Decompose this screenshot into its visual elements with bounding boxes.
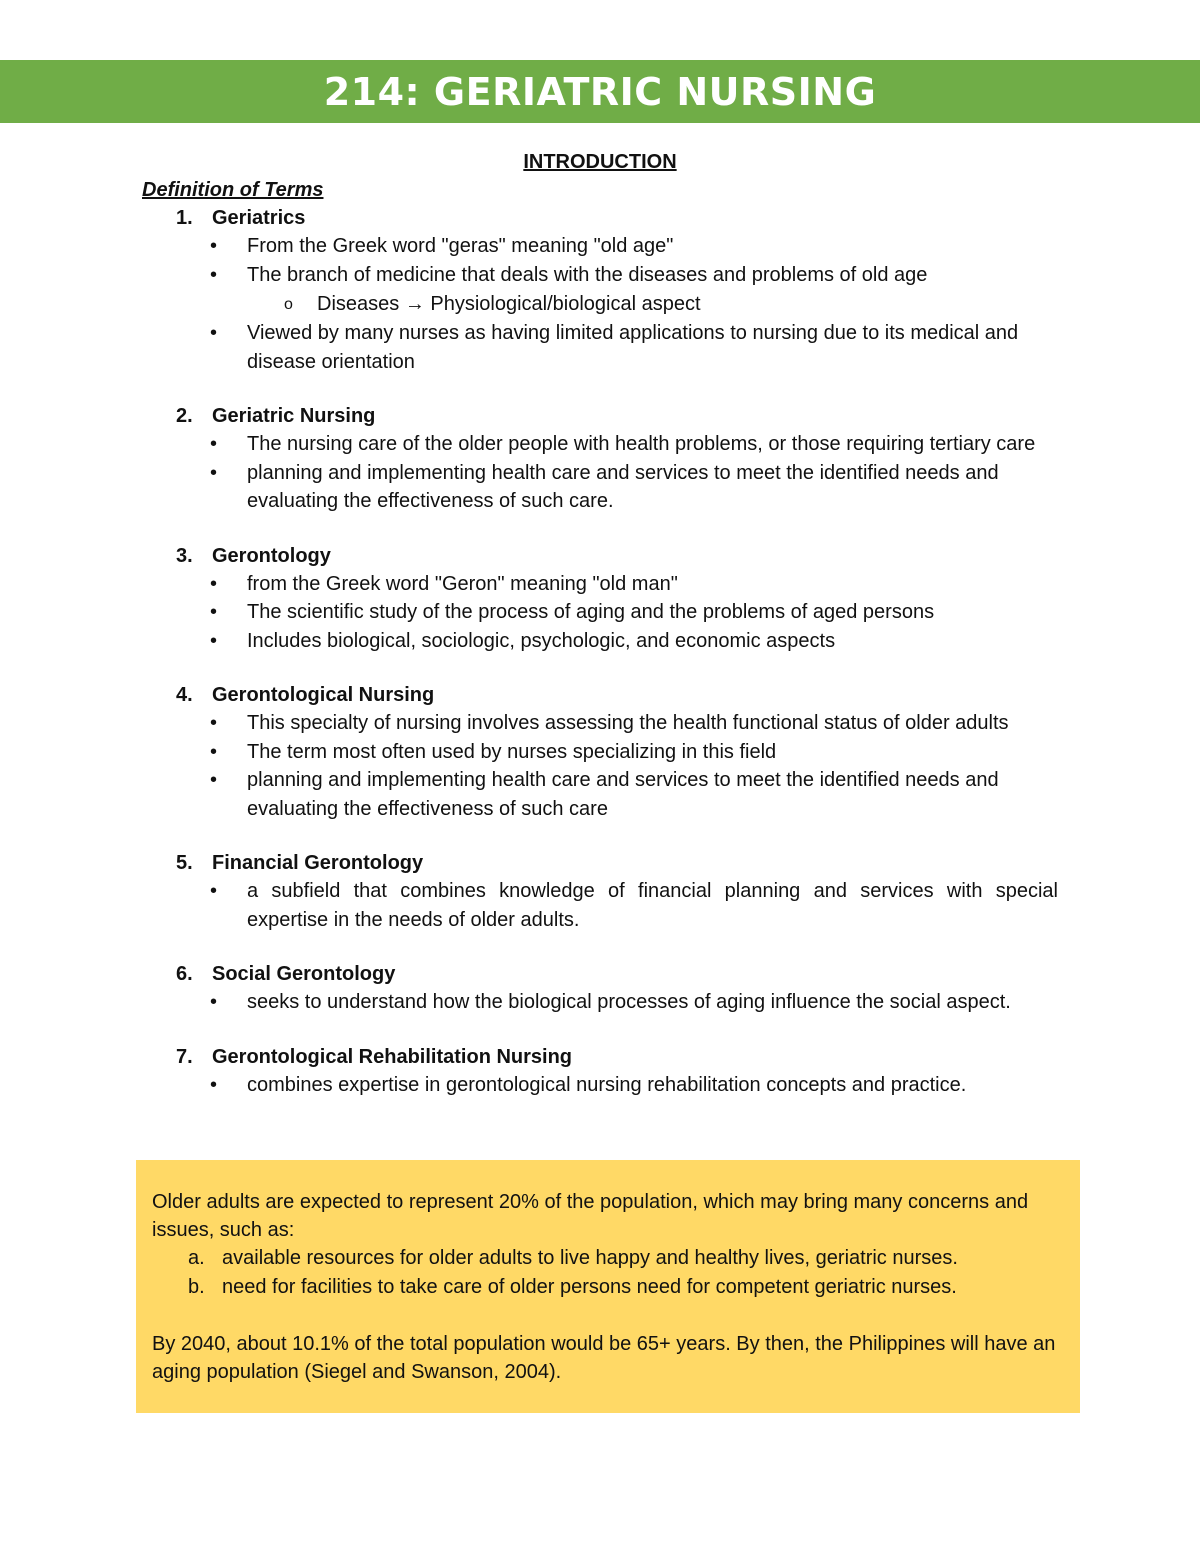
bullet-list (142, 709, 1058, 823)
bullet-list (142, 988, 1058, 1017)
term-title (142, 849, 1058, 877)
sub-bullet-list (142, 289, 1058, 319)
term-name: Gerontological Nursing (212, 684, 435, 706)
document-title: 214: GERIATRIC NURSING (323, 69, 877, 114)
bullet-item: • The branch of medicine that deals with the diseases and problems of old age (142, 261, 1058, 290)
bullet-list (142, 430, 1058, 516)
sub-bullet-item: o Diseases → Physiological/biological aspect (142, 289, 1058, 319)
term-name: Social Gerontology (212, 963, 396, 985)
term-number: 5. (176, 852, 193, 874)
list-text: available resources for older adults to live happy and healthy lives, geriatric nurses. (222, 1247, 958, 1269)
term-name: Financial Gerontology (212, 852, 424, 874)
term-item (142, 960, 1058, 1017)
bullet-item: • combines expertise in gerontological nursing rehabilitation concepts and practice. (142, 1071, 1058, 1100)
bullet-list (142, 232, 1058, 376)
term-number: 6. (176, 963, 193, 985)
sub-bullet-container (142, 289, 1058, 319)
list-label: b. (188, 1276, 205, 1298)
term-number: 2. (176, 405, 193, 427)
term-number: 3. (176, 544, 193, 567)
term-name: Gerontology (212, 544, 331, 567)
term-item (142, 402, 1058, 516)
term-item (142, 1043, 1058, 1100)
term-title (142, 542, 1058, 570)
term-number: 1. (176, 207, 193, 229)
definitions-heading: Definition of Terms (142, 179, 324, 201)
list-label: a. (188, 1247, 205, 1269)
bullet-item: • Includes biological, sociologic, psychologic, and economic aspects (142, 627, 1058, 656)
bullet-list (142, 877, 1058, 934)
term-title (142, 960, 1058, 988)
bullet-item: • planning and implementing health care and services to meet the identified needs and evaluating the effectiveness of such care. (142, 459, 1058, 516)
title-banner (0, 60, 1200, 123)
term-number: 7. (176, 1045, 193, 1068)
highlight-callout (136, 1160, 1080, 1413)
callout-list-item (152, 1244, 1064, 1273)
callout-list (152, 1244, 1064, 1302)
term-item (142, 204, 1058, 376)
list-text: need for facilities to take care of older persons need for competent geriatric nurses. (222, 1276, 957, 1298)
bullet-item: • planning and implementing health care and services to meet the identified needs and evaluating the effectiveness of such care (142, 766, 1058, 823)
term-title (142, 1043, 1058, 1071)
bullet-item: • Viewed by many nurses as having limited applications to nursing due to its medical and disease orientation (142, 319, 1058, 376)
bullet-item: • The term most often used by nurses specializing in this field (142, 738, 1058, 767)
term-name: Gerontological Rehabilitation Nursing (212, 1045, 573, 1068)
callout-intro: Older adults are expected to represent 20% of the population, which may bring many concerns and issues, such as: (152, 1191, 1029, 1241)
bullet-item: • seeks to understand how the biological processes of aging influence the social aspect. (142, 988, 1058, 1017)
bullet-item: • The scientific study of the process of aging and the problems of aged persons (142, 598, 1058, 627)
document-body (142, 148, 1058, 1099)
term-item (142, 681, 1058, 823)
callout-list-item (152, 1273, 1064, 1302)
term-number: 4. (176, 684, 193, 706)
bullet-item: • The nursing care of the older people with health problems, or those requiring tertiary care (142, 430, 1058, 459)
term-item (142, 542, 1058, 656)
bullet-item: • a subfield that combines knowledge of financial planning and services with special expertise in the needs of older adults. (142, 877, 1058, 934)
bullet-list (142, 570, 1058, 656)
section-heading: INTRODUCTION (523, 151, 677, 173)
term-name: Geriatrics (212, 207, 306, 229)
term-name: Geriatric Nursing (212, 405, 376, 427)
bullet-list (142, 1071, 1058, 1100)
term-title (142, 402, 1058, 430)
bullet-item: • From the Greek word "geras" meaning "old age" (142, 232, 1058, 261)
bullet-item: • from the Greek word "Geron" meaning "old man" (142, 570, 1058, 599)
term-title (142, 681, 1058, 709)
callout-closing: By 2040, about 10.1% of the total population would be 65+ years. By then, the Philippines will have an aging population (Siegel and Swanson, 2004). (152, 1333, 1056, 1383)
bullet-item: • This specialty of nursing involves assessing the health functional status of older adults (142, 709, 1058, 738)
term-title (142, 204, 1058, 232)
term-item (142, 849, 1058, 934)
